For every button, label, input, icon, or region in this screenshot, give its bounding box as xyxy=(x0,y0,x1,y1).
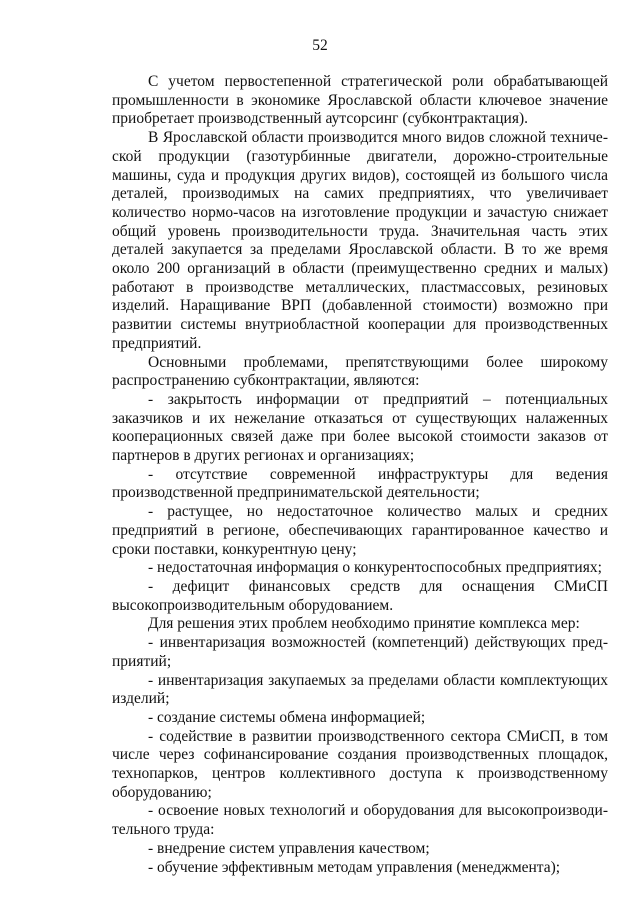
document-body xyxy=(112,73,608,877)
list-item-problem: - растущее, но недостаточное количество малых и средних предприятий в регионе, обеспечивающих гарантированное качество и сроки поставки, конкурентную цену; xyxy=(112,503,608,558)
paragraph-complex-products: В Ярославской области производится много видов сложной технической продукции (газотурбинные двигатели, дорожно-строительные машины, суда и продукция других видов), состоящей из большого числа деталей, производимых на самих предприятиях, что увеличивает количество нормо-часов на изготовление продукции и зачастую снижает общий уровень производительности труда. Значительная часть этих деталей закупается за пределами Ярославской области. В то же время около 200 организаций в области (преимущественно средних и малых) работают в производстве металлических, пластмассовых, резиновых изделий. Наращивание ВРП (добавленной стоимости) возможно при развитии системы внутриобластной кооперации для производственных предприятий. xyxy=(112,129,608,352)
list-item-measure: - внедрение систем управления качеством; xyxy=(148,839,430,857)
list-item-problem: - дефицит финансовых средств для оснащения СМиСП высокопроизводительным оборудованием. xyxy=(112,577,608,614)
list-item-problem: - недостаточная информация о конкурентоспособных предприятиях; xyxy=(148,559,602,577)
paragraph-intro: С учетом первостепенной стратегической роли обрабатывающей промышленности в экономике Ярославской области ключевое значение приобретает производственный аутсорсинг (субконтрактация). xyxy=(112,73,608,128)
page-number: 52 xyxy=(312,37,328,54)
list-item-measure: - создание системы обмена информацией; xyxy=(148,708,426,726)
paragraph-problems-lead: Основными проблемами, препятствующими более широкому распространению субконтрактации, являются: xyxy=(112,353,608,390)
list-item-problem: - отсутствие современной инфраструктуры для ведения производственной предпринимательской деятельности; xyxy=(112,465,608,502)
list-item-measure: - содействие в развитии производственного сектора СМиСП, в том числе через софинансирование создания производственных площадок, технопарков, центров коллективного доступа к производственному оборудованию; xyxy=(112,727,608,801)
list-item-measure: - обучение эффективным методам управления (менеджмента); xyxy=(148,858,561,876)
list-item-problem: - закрытость информации от предприятий – потенциальных заказчиков и их нежелание отказаться от существующих налаженных кооперационных связей даже при более высокой стоимости заказов от партнеров в других регионах и организациях; xyxy=(112,390,608,465)
paragraph-measures-lead: Для решения этих проблем необходимо принятие комплекса мер: xyxy=(148,615,580,633)
list-item-measure: - инвентаризация закупаемых за пределами области комплектующих изделий; xyxy=(112,671,608,708)
list-item-measure: - инвентаризация возможностей (компетенций) действующих предприятий; xyxy=(112,634,608,670)
list-item-measure: - освоение новых технологий и оборудования для высокопроизводительного труда: xyxy=(112,802,608,839)
